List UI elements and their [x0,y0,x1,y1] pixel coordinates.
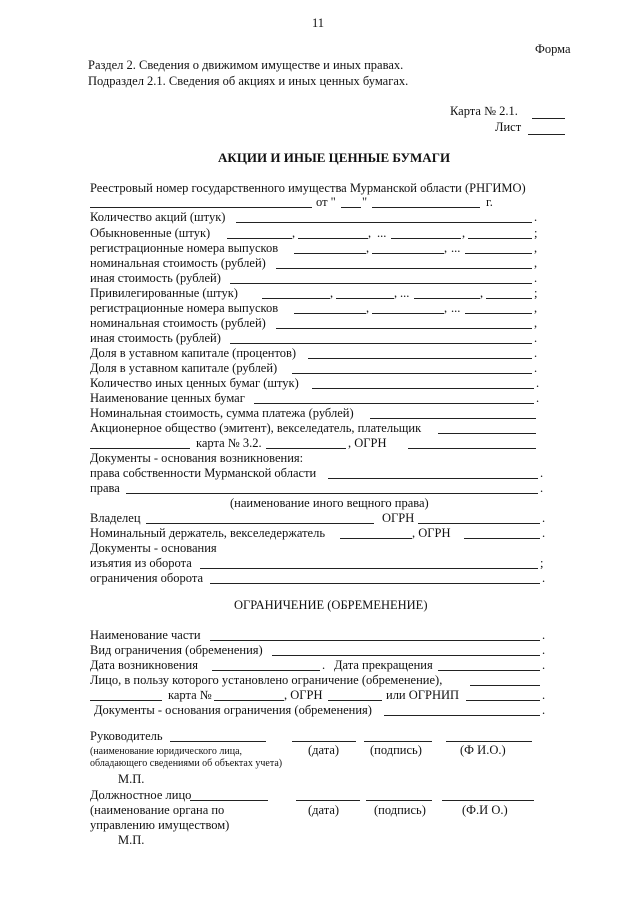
registry-label: Реестровый номер государственного имущества Мурманской области (РНГИМО) [90,181,526,195]
punct: , [330,286,334,300]
nominal-holder-field[interactable] [340,526,412,539]
official-name-field[interactable] [190,788,268,801]
punct: . [542,643,546,657]
person-label: Лицо, в пользу которого установлено ограничение (обременение), [90,673,443,687]
punct: , [534,256,538,270]
ogrn-field-2[interactable] [418,511,540,524]
restriction-docs-label: Документы - основания ограничения (обременения) [94,703,372,717]
head-fio-field[interactable] [446,729,532,742]
end-date-field[interactable] [438,658,540,671]
official-caption-2: управлению имуществом) [90,818,230,832]
head-name-field[interactable] [170,729,266,742]
restriction-type-label: Вид ограничения (обременения) [90,643,263,657]
head-label: Руководитель [90,729,163,743]
reg-numbers2-field-3[interactable] [465,301,532,314]
nominal-value-field[interactable] [276,256,532,269]
restriction-card-field[interactable] [214,688,284,701]
ordinary-field-4[interactable] [468,226,532,239]
from-label: от " [316,195,336,209]
ogrn-label-2: ОГРН [382,511,415,525]
official-date-field[interactable] [296,788,360,801]
other-value-label-2: иная стоимость (рублей) [90,331,221,345]
owner-label: Владелец [90,511,141,525]
ordinary-field-3[interactable] [391,226,461,239]
other-value-label: иная стоимость (рублей) [90,271,221,285]
official-date-caption: (дата) [308,803,340,817]
form-label: Форма [535,42,571,56]
quote-close: " [362,195,368,209]
share-percent-field[interactable] [308,346,532,359]
restriction-docs-field[interactable] [384,703,540,716]
page-number: 11 [312,16,325,30]
card-3-2-label: карта № 3.2. [196,436,262,450]
end-date-label: Дата прекращения [334,658,433,672]
punct: ; [534,226,538,240]
registry-number-field[interactable] [90,195,312,208]
punct: , [534,316,538,330]
restriction-type-field[interactable] [272,643,540,656]
punct: . [534,271,538,285]
nominal-value2-field[interactable] [276,316,532,329]
punct: . [542,658,546,672]
punct: , [444,241,448,255]
registry-day-field[interactable] [341,195,361,208]
punct: ... [451,241,461,255]
reg-numbers-label-2: регистрационные номера выпусков [90,301,279,315]
nominal-holder-label: Номинальный держатель, векселедержатель [90,526,326,540]
issuer-field[interactable] [438,421,536,434]
punct: ; [534,286,538,300]
head-signature-field[interactable] [364,729,432,742]
official-fio-caption: (Ф.И О.) [462,803,508,817]
part-name-field[interactable] [210,628,540,641]
ownership-right-label: права собственности Мурманской области [90,466,317,480]
reg-numbers2-field-2[interactable] [372,301,444,314]
other-papers-count-field[interactable] [312,376,534,389]
page-title: АКЦИИ И ИНЫЕ ЦЕННЫЕ БУМАГИ [218,150,451,165]
punct: ; [540,556,544,570]
card-number-field[interactable] [532,106,565,119]
docs-basis-label-2: Документы - основания [90,541,217,555]
ogrn-field-3[interactable] [464,526,540,539]
head-date-field[interactable] [292,729,356,742]
punct: , [480,286,484,300]
nominal-payment-label: Номинальная стоимость, сумма платежа (рублей) [90,406,354,420]
punct: . [534,361,538,375]
preferred-field-2[interactable] [336,286,394,299]
punct: , [292,226,296,240]
head-signature-caption: (подпись) [370,743,422,757]
year-suffix: г. [486,195,493,209]
ordinary-label: Обыкновенные (штук) [90,226,211,240]
reg-numbers2-field-1[interactable] [294,301,366,314]
other-right-caption: (наименование иного вещного права) [230,496,429,510]
punct: , [366,241,370,255]
share-rub-field[interactable] [292,361,532,374]
punct: . [542,511,546,525]
ogrnip-label: или ОГРНИП [386,688,460,702]
punct: . [534,331,538,345]
punct: . [536,376,540,390]
start-date-label: Дата возникновения [90,658,198,672]
ogrn-field-1[interactable] [408,436,536,449]
official-signature-field[interactable] [366,788,432,801]
punct: , [394,286,398,300]
sheet-number-field[interactable] [528,122,565,135]
restriction-ogrn-field[interactable] [328,688,382,701]
punct: , [444,301,448,315]
subsection-title: Подраздел 2.1. Сведения об акциях и иных ценных бумагах. [88,74,409,88]
other-value2-field[interactable] [230,331,532,344]
share-rub-label: Доля в уставном капитале (рублей) [90,361,278,375]
nominal-payment-field[interactable] [370,406,536,419]
ordinary-field-2[interactable] [298,226,368,239]
withdrawal-label: изъятия из оборота [90,556,192,570]
shares-count-field[interactable] [236,210,532,223]
preferred-label: Привилегированные (штук) [90,286,238,300]
punct: . [542,703,546,717]
reg-numbers-field-3[interactable] [465,241,532,254]
punct: . [540,466,544,480]
registry-month-year-field[interactable] [372,195,480,208]
head-date-caption: (дата) [308,743,340,757]
punct: . [534,210,538,224]
stamp-2: М.П. [118,833,145,847]
restriction-circ-field[interactable] [210,571,540,584]
punct: . [536,391,540,405]
punct: . [540,481,544,495]
owner-field[interactable] [146,511,374,524]
punct: , [462,226,466,240]
docs-basis-label: Документы - основания возникновения: [90,451,304,465]
punct: ... [400,286,410,300]
start-date-field[interactable] [212,658,320,671]
official-label: Должностное лицо [90,788,192,802]
punct: . [534,346,538,360]
head-caption-2: обладающего сведениями об объектах учета) [90,758,283,769]
rights-field[interactable] [126,481,538,494]
papers-name-label: Наименование ценных бумаг [90,391,245,405]
restriction-ogrn-label: , ОГРН [284,688,323,702]
official-caption-1: (наименование органа по [90,803,225,817]
punct: . [322,658,326,672]
reg-numbers-label: регистрационные номера выпусков [90,241,279,255]
punct: ... [377,226,387,240]
reg-numbers-field-1[interactable] [294,241,366,254]
punct: , [366,301,370,315]
issuer-field-2[interactable] [90,436,190,449]
punct: . [542,628,546,642]
shares-count-label: Количество акций (штук) [90,210,226,224]
preferred-field-3[interactable] [414,286,480,299]
punct: . [542,571,546,585]
ogrn-label-1: , ОГРН [348,436,387,450]
rights-label: права [90,481,120,495]
sheet-label: Лист [495,120,522,134]
preferred-field-1[interactable] [262,286,330,299]
head-caption-1: (наименование юридического лица, [90,746,243,757]
restriction-card-label: карта № [168,688,212,702]
preferred-field-4[interactable] [486,286,532,299]
nominal-value-label: номинальная стоимость (рублей) [90,256,266,270]
papers-name-field[interactable] [254,391,534,404]
ownership-right-field[interactable] [328,466,538,479]
reg-numbers-field-2[interactable] [372,241,444,254]
withdrawal-field[interactable] [200,556,538,569]
other-papers-count-label: Количество иных ценных бумаг (штук) [90,376,299,390]
person-field-2[interactable] [90,688,162,701]
card-label: Карта № 2.1. [450,104,518,118]
head-fio-caption: (Ф И.О.) [460,743,506,757]
punct: ... [451,301,461,315]
issuer-label: Акционерное общество (эмитент), векселедатель, плательщик [90,421,422,435]
restriction-circ-label: ограничения оборота [90,571,204,585]
stamp-1: М.П. [118,772,145,786]
punct: . [542,688,546,702]
punct: , [534,301,538,315]
punct: , [368,226,372,240]
punct: , [534,241,538,255]
restriction-heading: ОГРАНИЧЕНИЕ (ОБРЕМЕНЕНИЕ) [234,598,428,612]
ogrn-label-3: , ОГРН [412,526,451,540]
other-value-field[interactable] [230,271,532,284]
ogrnip-field[interactable] [466,688,540,701]
person-field[interactable] [470,673,540,686]
official-signature-caption: (подпись) [374,803,426,817]
punct: . [542,526,546,540]
ordinary-field-1[interactable] [227,226,292,239]
official-fio-field[interactable] [442,788,534,801]
part-name-label: Наименование части [90,628,201,642]
card-3-2-field[interactable] [266,436,346,449]
section-title: Раздел 2. Сведения о движимом имуществе и иных правах. [88,58,404,72]
nominal-value-label-2: номинальная стоимость (рублей) [90,316,266,330]
share-percent-label: Доля в уставном капитале (процентов) [90,346,297,360]
